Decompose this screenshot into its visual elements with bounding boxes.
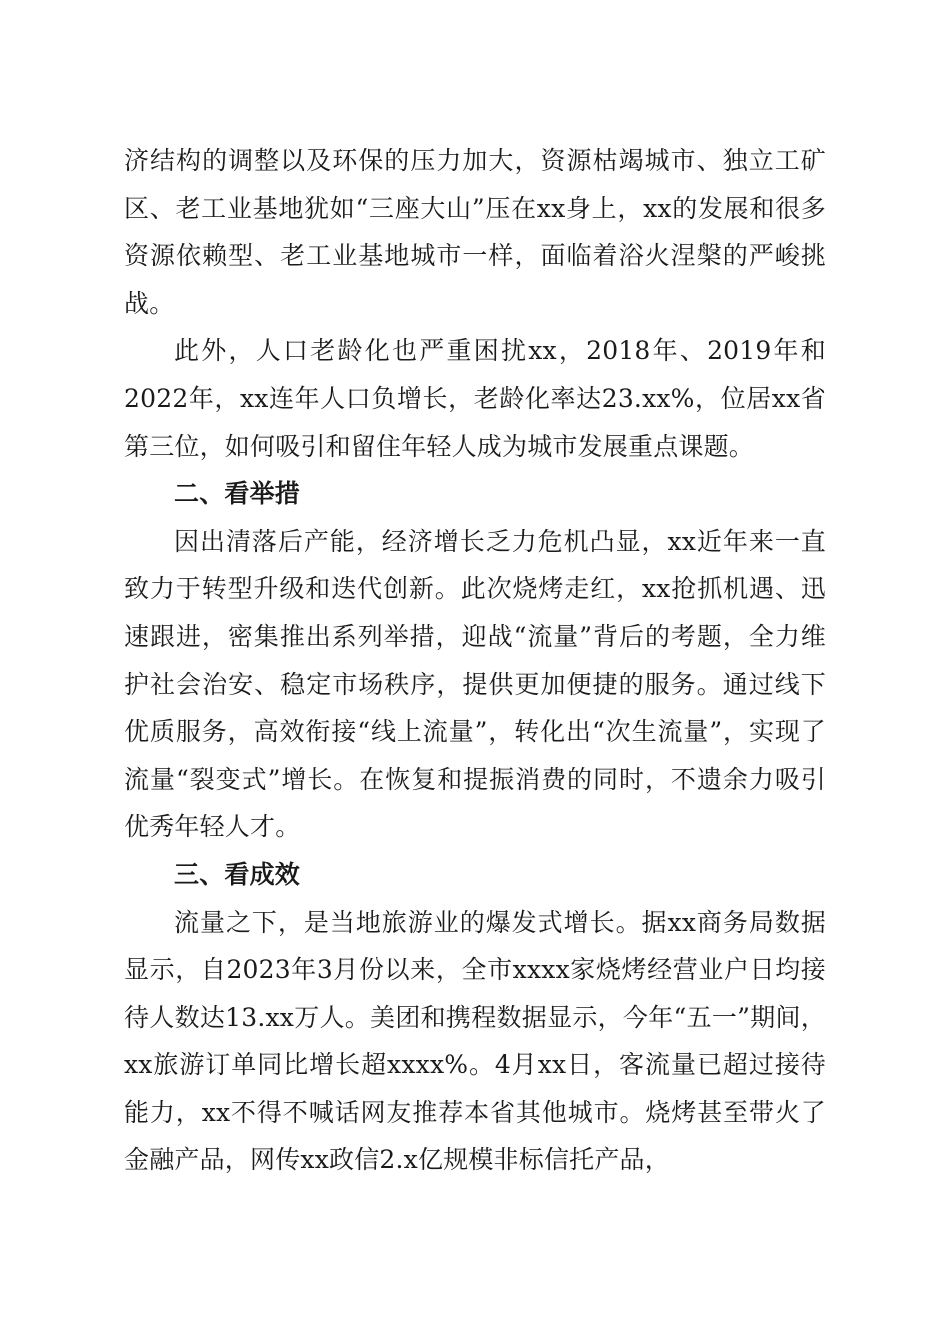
paragraph-measures: 因出清落后产能，经济增长乏力危机凸显，xx近年来一直致力于转型升级和迭代创新。此次烧烤走红，xx抢抓机遇、迅速跟进，密集推出系列举措，迎战“流量”背后的考题，全力维护社会治安、稳定市场秩序，提供更加便捷的服务。通过线下优质服务，高效衔接“线上流量”，转化出“次生流量”，实现了流量“裂变式”增长。在恢复和提振消费的同时，不遗余力吸引优秀年轻人才。 (124, 526, 826, 842)
section-heading-results: 三、看成效 (174, 859, 301, 889)
section-heading-measures: 二、看举措 (174, 479, 301, 509)
paragraph-results: 流量之下，是当地旅游业的爆发式增长。据xx商务局数据显示，自2023年3月份以来，全市xxxx家烧烤经营业户日均接待人数达13.xx万人。美团和携程数据显示，今年“五一”期间，xx旅游订单同比增长超xxxx%。4月xx日，客流量已超过接待能力，xx不得不喊话网友推荐本省其他城市。烧烤甚至带火了金融产品，网传xx政信2.x亿规模非标信托产品， (124, 907, 826, 1175)
document-body (124, 137, 826, 1184)
paragraph-aging-population: 此外，人口老龄化也严重困扰xx，2018年、2019年和2022年，xx连年人口负增长，老龄化率达23.xx%，位居xx省第三位，如何吸引和留住年轻人成为城市发展重点课题。 (124, 336, 826, 461)
paragraph-continuation: 济结构的调整以及环保的压力加大，资源枯竭城市、独立工矿区、老工业基地犹如“三座大山”压在xx身上，xx的发展和很多资源依赖型、老工业基地城市一样，面临着浴火涅槃的严峻挑战。 (124, 146, 826, 318)
